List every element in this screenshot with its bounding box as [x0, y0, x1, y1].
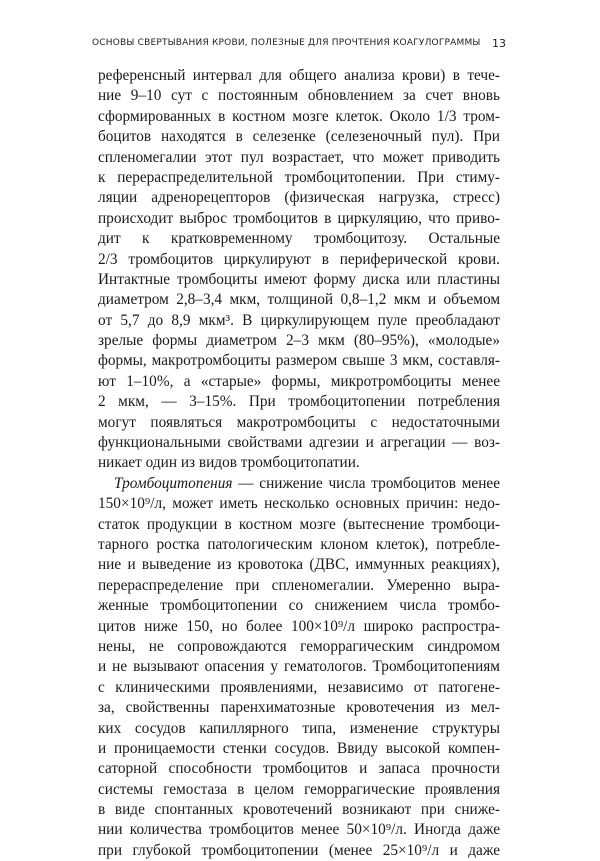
text-line: зрелые формы диаметром 2–3 мкм (80–95%), «молодые»	[98, 332, 500, 350]
body-text	[98, 66, 500, 861]
text-line: в виде спонтанных кровотечений возникают при сниже-	[98, 801, 500, 819]
text-line: ких сосудов капиллярного типа, изменение структуры	[98, 719, 500, 737]
text-line: Интактные тромбоциты имеют форму диска или пластины	[98, 270, 500, 288]
text-line: могут появляться макротромбоциты с недостаточными	[98, 413, 500, 431]
text-line: ние 9–10 сут с постоянным обновлением за счет вновь	[98, 87, 500, 105]
running-header	[92, 38, 506, 52]
text-line: 150×10⁹/л, может иметь несколько основных причин: недо-	[98, 495, 500, 513]
text-line: женные тромбоцитопении со снижением числа тромбо-	[98, 597, 500, 615]
text-line: от 5,7 до 8,9 мкм³. В циркулирующем пуле преобладают	[98, 311, 500, 329]
text-line: нии количества тромбоцитов менее 50×10⁹/л. Иногда даже	[98, 821, 500, 839]
text-line: 2/3 тромбоцитов циркулируют в периферической крови.	[98, 250, 500, 268]
page-number: 13	[492, 37, 506, 50]
text-line: с клиническими проявлениями, независимо от патогене-	[98, 678, 500, 696]
text-line: ние и выведение из кровотока (ДВС, иммунных реакциях),	[98, 556, 500, 574]
text-line: ляции адренорецепторов (физическая нагрузка, стресс)	[98, 189, 500, 207]
text-line: референсный интервал для общего анализа крови) в тече-	[98, 67, 500, 84]
text-line: ют 1–10%, а «старые» формы, микротромбоциты менее	[98, 372, 500, 390]
term-thrombocytopenia: Тромбоцитопения	[114, 474, 233, 492]
text-line: происходит выброс тромбоцитов в циркуляцию, что приво-	[98, 209, 500, 227]
text-line: к перераспределительной тромбоцитопении. При стиму-	[98, 168, 500, 186]
text-line: дит к кратковременному тромбоцитозу. Остальные	[98, 230, 500, 248]
text-line: 2 мкм, — 3–15%. При тромбоцитопении потребления	[98, 393, 500, 411]
text-line: диаметром 2,8–3,4 мкм, толщиной 0,8–1,2 мкм и объемом	[98, 291, 500, 309]
text-line: тарного ростка патологическим клоном клеток), потребле-	[98, 535, 500, 553]
text-line: саторной способности тромбоцитов и запаса прочности	[98, 760, 500, 778]
text-line: никает один из видов тромбоцитопатии.	[98, 454, 360, 472]
text-line: нены, не сопровождаются геморрагическим синдромом	[98, 637, 500, 655]
text-line: боцитов находятся в селезенке (селезеночный пул). При	[98, 128, 500, 146]
text-line: спленомегалии этот пул возрастает, что может приводить	[98, 148, 500, 166]
text-line: и проницаемости стенки сосудов. Ввиду высокой компен-	[98, 739, 500, 757]
text-line: статок продукции в костном мозге (вытеснение тромбоци-	[98, 515, 500, 533]
text-line: за, свойственны паренхиматозные кровотечения из мел-	[98, 699, 500, 717]
text-line: при глубокой тромбоцитопении (менее 25×10⁹/л и даже	[98, 841, 500, 859]
text-line: системы гемостаза в целом геморрагические проявления	[98, 780, 500, 798]
text-line: функциональными свойствами адгезии и агрегации — воз-	[98, 434, 500, 452]
paragraph-start-line	[98, 474, 500, 494]
running-header-title: ОСНОВЫ СВЕРТЫВАНИЯ КРОВИ, ПОЛЕЗНЫЕ ДЛЯ ПРОЧТЕНИЯ КОАГУЛОГРАММЫ	[92, 38, 481, 48]
text-fragment: — снижение числа тромбоцитов менее	[232, 474, 500, 492]
text-line: формы, макротромбоциты размером свыше 3 мкм, составля-	[98, 352, 500, 370]
text-line: перераспределение при спленомегалии. Умеренно выра-	[98, 576, 500, 594]
text-line: и не вызывают опасения у гематологов. Тромбоцитопениям	[98, 658, 500, 676]
text-line: сформированных в костном мозге клеток. Около 1/3 тром-	[98, 107, 500, 125]
text-line: цитов ниже 150, но более 100×10⁹/л широко распростра-	[98, 617, 500, 635]
